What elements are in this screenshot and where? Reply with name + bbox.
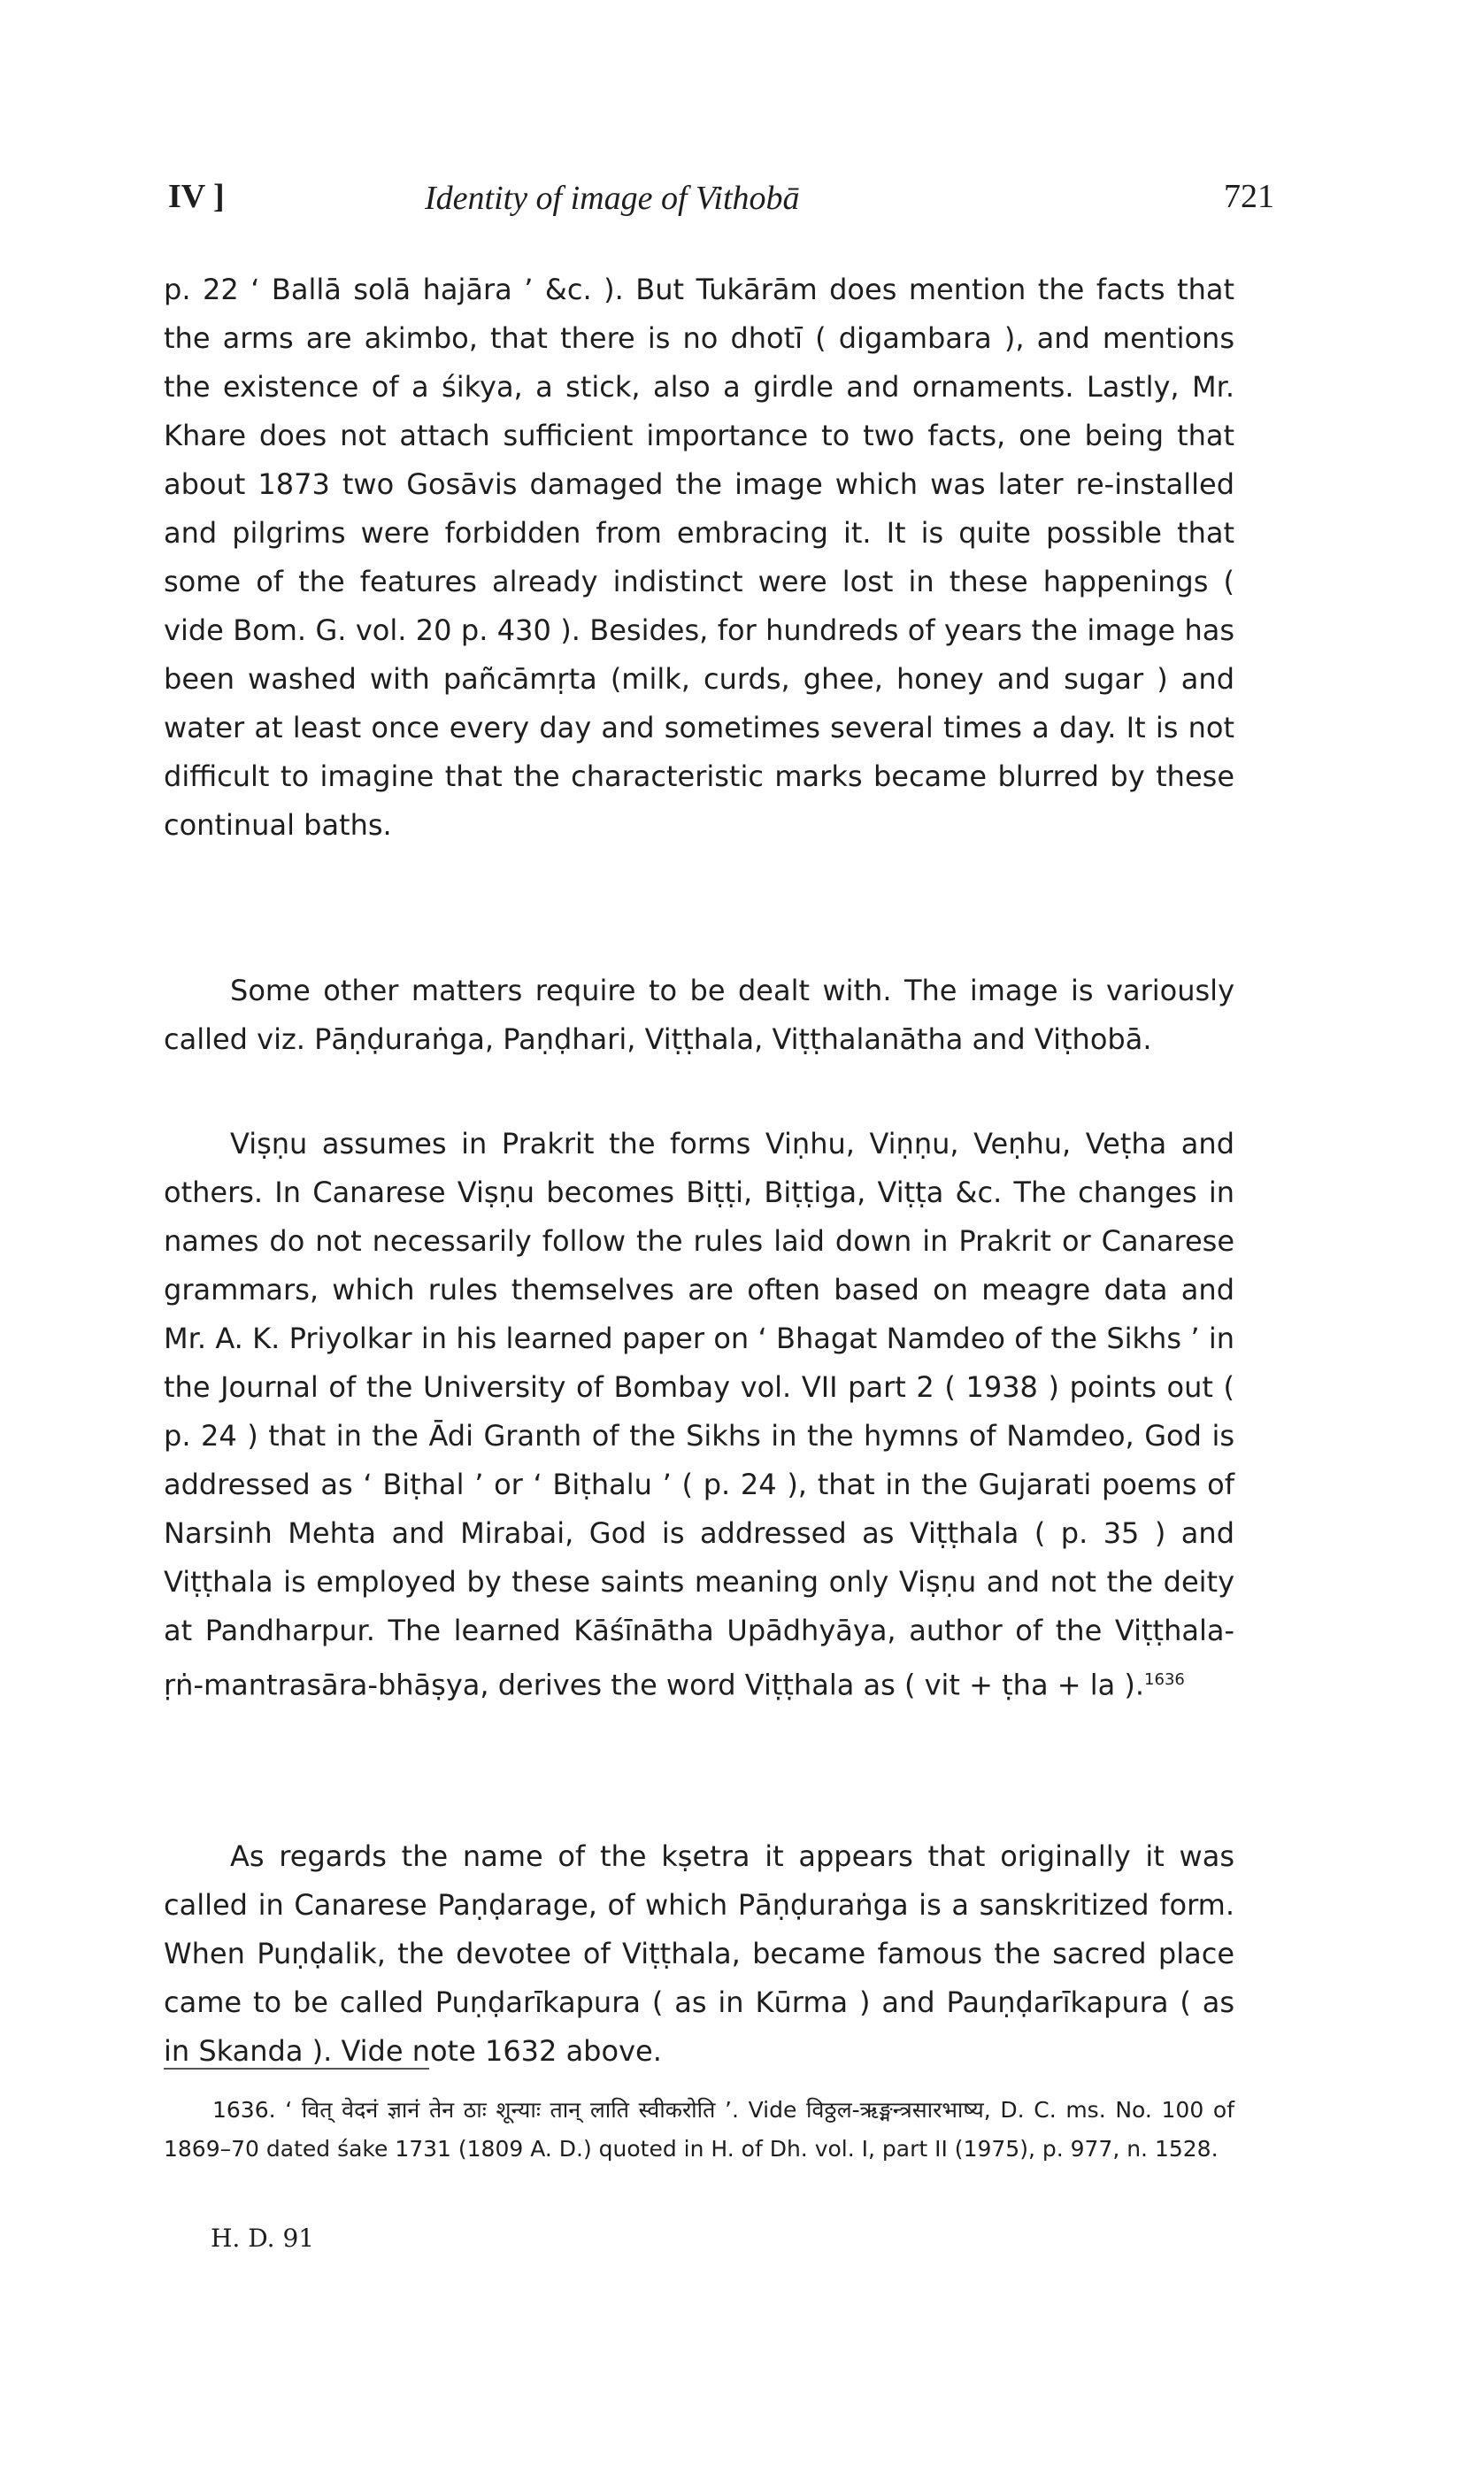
part-number: IV ] bbox=[168, 178, 225, 215]
paragraph-3-text: Viṣṇu assumes in Prakrit the forms Viṇhu, Viṇṇu, Veṇhu, Veṭha and others. In Canarese Viṣṇu becomes Biṭṭi, Biṭṭiga, Viṭṭa &c. The changes in names do not necessarily follow the rules laid down in Prakrit or Canarese grammars, which rules themselves are often based on meagre data and Mr. A. K. Priyolkar in his learned paper on ‘ Bhagat Namdeo of the Sikhs ’ in the Journal of the University of Bombay vol. VII part 2 ( 1938 ) points out ( p. 24 ) that in the Ādi Granth of the Sikhs in the hymns of Namdeo, God is addressed as ‘ Biṭhal ’ or ‘ Biṭhalu ’ ( p. 24 ), that in the Gujarati poems of Narsinh Mehta and Mirabai, God is addressed as Viṭṭhala ( p. 35 ) and Viṭṭhala is employed by these saints meaning only Viṣṇu and not the deity at Pandharpur. The learned Kāśīnātha Upādhyāya, author of the Viṭṭhala-ṛṅ-mantrasāra-bhāṣya, derives the word Viṭṭhala as ( vit + ṭha + la ). bbox=[164, 1127, 1234, 1702]
footnote-marker: 1636 bbox=[1144, 1670, 1185, 1689]
running-title: Identity of image of Vithobā bbox=[425, 180, 800, 217]
page-number: 721 bbox=[1224, 178, 1274, 215]
footnote-text: ‘ वित् वेदनं ज्ञानं तेन ठाः शून्याः तान् लाति स्वीकरोति ’. Vide विठ्ठल-ऋङ्मन्त्रसारभाष्य, D. C. ms. No. 100 of 1869–70 dated śake 1731 (1809 A. D.) quoted in H. of Dh. vol. I, part II (1975), p. 977, n. 1528. bbox=[164, 2097, 1234, 2162]
footnote-divider bbox=[164, 2068, 429, 2070]
paragraph-4: As regards the name of the kṣetra it appears that originally it was called in Canarese Paṇḍarage, of which Pāṇḍuraṅga is a sanskritized form. When Puṇḍalik, the devotee of Viṭṭhala, became famous the sacred place came to be called Puṇḍarīkapura ( as in Kūrma ) and Pauṇḍarīkapura ( as in Skanda ). Vide note 1632 above. bbox=[164, 1839, 1234, 2068]
running-header bbox=[168, 177, 1274, 230]
signature-mark: H. D. 91 bbox=[211, 2224, 315, 2253]
footnote-number: 1636. bbox=[212, 2097, 276, 2123]
paragraph-3 bbox=[164, 1120, 1234, 1710]
paragraph-2: Some other matters require to be dealt with. The image is variously called viz. Pāṇḍuraṅga, Paṇḍhari, Viṭṭhala, Viṭṭhalanātha and Viṭhobā. bbox=[164, 974, 1234, 1056]
paragraph-1: p. 22 ‘ Ballā solā hajāra ’ &c. ). But Tukārām does mention the facts that the arms are akimbo, that there is no dhotī ( digambara ), and mentions the existence of a śikya, a stick, also a girdle and ornaments. Lastly, Mr. Khare does not attach sufficient importance to two facts, one being that about 1873 two Gosāvis damaged the image which was later re-installed and pilgrims were forbidden from embracing it. It is quite possible that some of the features already indistinct were lost in these happenings ( vide Bom. G. vol. 20 p. 430 ). Besides, for hundreds of years the image has been washed with pañcāmṛta (milk, curds, ghee, honey and sugar ) and water at least once every day and sometimes several times a day. It is not difficult to imagine that the characteristic marks became blurred by these continual baths. bbox=[164, 273, 1234, 842]
footnote bbox=[164, 2091, 1234, 2169]
